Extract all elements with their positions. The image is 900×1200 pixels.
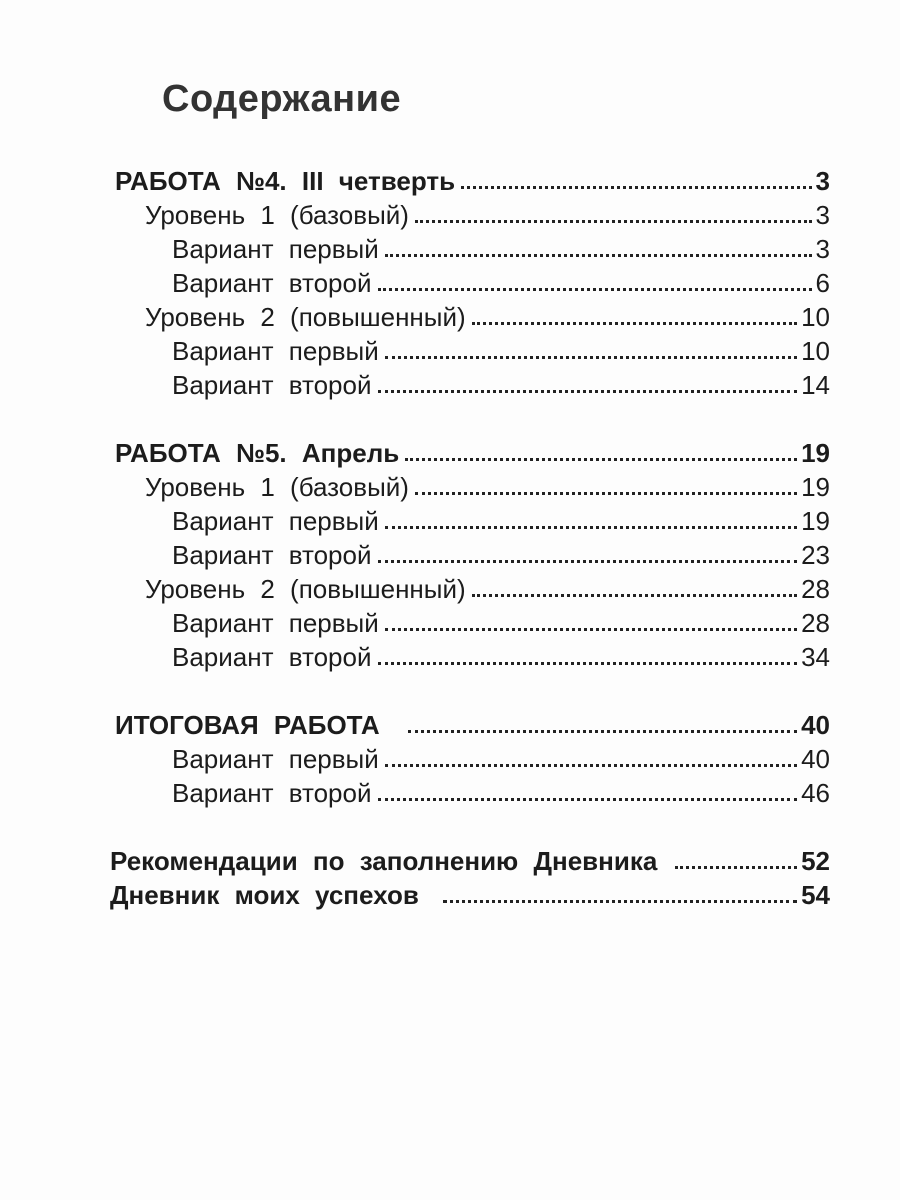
toc-page-number: 40 [801, 744, 830, 774]
toc-entry-variant[interactable] [172, 740, 830, 774]
toc-page-number: 28 [801, 608, 830, 638]
toc-page-number: 6 [815, 268, 830, 298]
toc-entry-level[interactable] [145, 570, 830, 604]
dot-leader [378, 661, 798, 665]
toc-entry-success-diary[interactable] [110, 876, 830, 910]
toc-page-number: 19 [801, 438, 830, 468]
toc-page-number: 46 [801, 778, 830, 808]
toc-entry-diary-recommendations[interactable] [110, 842, 830, 876]
toc-entry-variant[interactable] [172, 536, 830, 570]
dot-leader [378, 559, 798, 563]
toc-page-number: 10 [801, 336, 830, 366]
toc-entry-label: Вариант первый [172, 744, 379, 774]
toc-page-number: 34 [801, 642, 830, 672]
toc-entry-label: Вариант первый [172, 608, 379, 638]
dot-leader [443, 899, 797, 903]
toc-page-number: 10 [801, 302, 830, 332]
dot-leader [385, 525, 797, 529]
toc-entry-label: Вариант второй [172, 778, 372, 808]
toc-entry-final-work[interactable] [115, 706, 830, 740]
toc-page-number: 3 [815, 200, 830, 230]
toc-page-number: 52 [801, 846, 830, 876]
dot-leader [472, 321, 797, 325]
toc-entry-variant[interactable] [172, 604, 830, 638]
toc-entry-variant[interactable] [172, 332, 830, 366]
toc-entry-label: РАБОТА №4. III четверть [115, 166, 456, 196]
toc-page-number: 40 [801, 710, 830, 740]
toc-entry-level[interactable] [145, 298, 830, 332]
toc-page-number: 14 [801, 370, 830, 400]
dot-leader [385, 763, 797, 767]
toc-entry-label: Уровень 2 (повышенный) [145, 574, 466, 604]
toc-entry-label: Вариант второй [172, 370, 372, 400]
dot-leader [408, 729, 797, 733]
dot-leader [385, 253, 812, 257]
toc-entry-label: Вариант первый [172, 234, 379, 264]
page-title: Содержание [162, 78, 402, 120]
toc-entry-label: Вариант первый [172, 506, 379, 536]
toc-entry-work-4[interactable] [115, 162, 830, 196]
toc-page-number: 19 [801, 506, 830, 536]
dot-leader [385, 355, 797, 359]
dot-leader [472, 593, 797, 597]
toc-entry-label: ИТОГОВАЯ РАБОТА [115, 710, 380, 740]
toc-entry-variant[interactable] [172, 230, 830, 264]
toc-entry-variant[interactable] [172, 264, 830, 298]
toc-page-number: 54 [801, 880, 830, 910]
toc-entry-label: Уровень 1 (базовый) [145, 472, 409, 502]
toc-entry-variant[interactable] [172, 638, 830, 672]
toc-entry-level[interactable] [145, 196, 830, 230]
toc-entry-label: Вариант второй [172, 268, 372, 298]
dot-leader [675, 865, 797, 869]
dot-leader [415, 491, 797, 495]
toc-entry-variant[interactable] [172, 774, 830, 808]
toc-entry-label: Вариант второй [172, 642, 372, 672]
toc-page-number: 3 [815, 166, 830, 196]
toc-entry-variant[interactable] [172, 502, 830, 536]
toc-page-number: 23 [801, 540, 830, 570]
dot-leader [385, 627, 797, 631]
toc-entry-label: Вариант второй [172, 540, 372, 570]
toc-entry-work-5[interactable] [115, 434, 830, 468]
dot-leader [461, 185, 811, 189]
toc-page-number: 3 [815, 234, 830, 264]
dot-leader [378, 287, 812, 291]
toc-entry-level[interactable] [145, 468, 830, 502]
dot-leader [415, 219, 812, 223]
toc-entry-label: Уровень 2 (повышенный) [145, 302, 466, 332]
toc-entry-label: Дневник моих успехов [110, 880, 419, 910]
dot-leader [405, 457, 797, 461]
toc-entry-label: Рекомендации по заполнению Дневника [110, 846, 658, 876]
dot-leader [378, 797, 798, 801]
toc-entry-label: Вариант первый [172, 336, 379, 366]
toc-entry-variant[interactable] [172, 366, 830, 400]
toc-entry-label: Уровень 1 (базовый) [145, 200, 409, 230]
toc-page-number: 19 [801, 472, 830, 502]
dot-leader [378, 389, 798, 393]
toc-entry-label: РАБОТА №5. Апрель [115, 438, 400, 468]
toc-page-number: 28 [801, 574, 830, 604]
